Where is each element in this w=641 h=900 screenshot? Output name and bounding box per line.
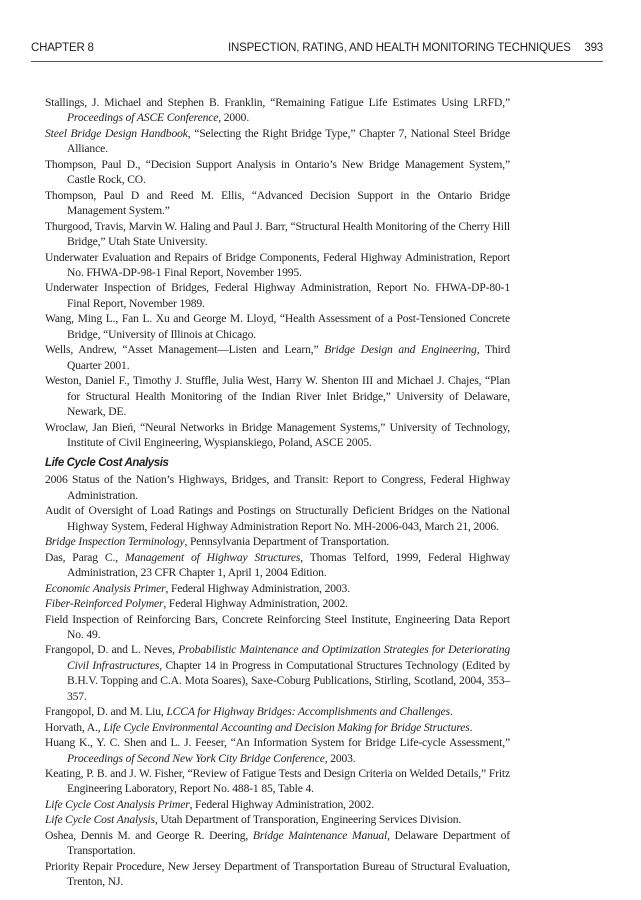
chapter-title: INSPECTION, RATING, AND HEALTH MONITORING TECHNIQUES [228,42,571,54]
reference-entry [45,420,510,451]
reference-title-italic: Life Cycle Cost Analysis Primer [45,797,190,811]
reference-title-italic: Bridge Design and Engineering, [324,343,480,357]
reference-title-italic: Steel Bridge Design Handbook [45,126,188,140]
reference-title-italic: Proceedings of Second New York City Bridge Conference [67,751,325,765]
reference-text: , 2000. [218,111,250,125]
reference-entry [45,859,510,890]
reference-text: Weston, Daniel F., Timothy J. Stuffle, Julia West, Harry W. Shenton III and Michael J. Chajes, “Plan for Structural Health Monitoring of the Indian River Inlet Bridge,” University of Delaware, Newark, DE. [45,374,510,419]
reference-text: , Utah Department of Transporation, Engineering Services Division. [154,813,462,827]
reference-text: , Chapter 14 in Progress in Computational Structures Technology (Edited by B.H.V. Topping and C.A. Mota Soares), Saxe-Coburg Publications, Stirling, Scotland, 2004, 353–357. [67,658,510,703]
reference-text: Third Quarter 2001. [67,343,510,372]
page-number: 393 [584,42,603,54]
reference-title-italic: Bridge Inspection Terminology [45,535,185,549]
reference-text: Underwater Inspection of Bridges, Federal Highway Administration, Report No. FHWA-DP-80-1 Final Report, November 1989. [45,281,510,310]
reference-entry [45,812,510,827]
running-header [31,40,603,60]
reference-entry [45,188,510,219]
reference-text: , Pennsylvania Department of Transportation. [184,535,390,549]
reference-title-italic: LCCA for Highway Bridges: Accomplishments and Challenges [166,705,450,719]
reference-text: , 2003. [324,751,356,765]
reference-text: Audit of Oversight of Load Ratings and Postings on Structurally Deficient Bridges on the National Highway System, Federal Highway Administration Report No. MH-2006-043, March 21, 2006. [45,504,510,533]
reference-entry [45,596,510,611]
reference-text: Wells, Andrew, “Asset Management—Listen and Learn,” [45,343,325,357]
reference-entry [45,373,510,419]
reference-text: 2006 Status of the Nation’s Highways, Bridges, and Transit: Report to Congress, Federal Highway Administration. [45,473,510,502]
reference-text: Keating, P. B. and J. W. Fisher, “Review of Fatigue Tests and Design Criteria on Welded Details,” Fritz Engineering Laboratory, Report No. 488-1 85, Table 4. [45,767,510,796]
reference-text: Frangopol, D. and L. Neves, [45,643,179,657]
reference-entry [45,766,510,797]
reference-entry [45,735,510,766]
reference-list [45,95,510,450]
reference-title-italic: Fiber-Reinforced Polymer [45,597,164,611]
reference-entry [45,342,510,373]
reference-text: . [469,720,473,734]
reference-entry [45,503,510,534]
reference-title-italic: Bridge Maintenance Manual [252,828,388,842]
reference-title-italic: Life Cycle Cost Analysis [45,813,155,827]
reference-text: Priority Repair Procedure, New Jersey Department of Transportation Bureau of Structural Evaluation, Trenton, NJ. [45,859,510,889]
reference-text: . [449,705,453,719]
reference-text: Thompson, Paul D., “Decision Support Analysis in Ontario’s New Bridge Management System,” Castle Rock, CO. [45,157,510,187]
reference-text: , Federal Highway Administration, 2002. [189,797,375,811]
reference-text: Thurgood, Travis, Marvin W. Haling and Paul J. Barr, “Structural Health Monitoring of the Cherry Hill Bridge,” Utah State University. [45,219,510,249]
reference-text: , “Selecting the Right Bridge Type,” Chapter 7, National Steel Bridge Alliance. [67,126,510,156]
reference-entry [45,280,510,311]
reference-text: Field Inspection of Reinforcing Bars, Concrete Reinforcing Steel Institute, Engineering Data Report No. 49. [45,612,510,641]
reference-list-lcca [45,472,510,889]
reference-text: Stallings, J. Michael and Stephen B. Franklin, “Remaining Fatigue Life Estimates Using LRFD,” [45,96,510,109]
reference-entry [45,157,510,188]
chapter-label: CHAPTER 8 [31,42,94,54]
reference-text: , Federal Highway Administration, 2002. [163,597,348,611]
reference-entry [45,828,510,859]
reference-text: Horvath, A., [45,720,104,734]
reference-text: Underwater Evaluation and Repairs of Bridge Components, Federal Highway Administration, Report No. FHWA-DP-98-1 Final Report, November 1995. [45,250,510,279]
reference-text: , Thomas Telford, 1999, Federal Highway Administration, 23 CFR Chapter 1, April 1, 2004 Edition. [67,550,510,580]
references-body [45,95,510,890]
header-rule [31,61,603,62]
reference-text: Huang K., Y. C. Shen and L. J. Feeser, “An Information System for Bridge Life-cycle Assessment,” [45,736,510,750]
reference-entry [45,642,510,704]
reference-entry [45,311,510,342]
reference-entry [45,472,510,503]
reference-entry [45,534,510,549]
reference-entry [45,720,510,735]
reference-entry [45,704,510,719]
reference-entry [45,612,510,643]
section-heading: Life Cycle Cost Analysis [45,457,169,470]
reference-title-italic: Life Cycle Environmental Accounting and Decision Making for Bridge Structures [103,720,470,734]
reference-text: Wang, Ming L., Fan L. Xu and George M. Lloyd, “Health Assessment of a Post-Tensioned Concrete Bridge, “University of Illinois at Chicago. [45,312,510,341]
reference-text: Thompson, Paul D and Reed M. Ellis, “Advanced Decision Support in the Ontario Bridge Management System.” [45,188,510,218]
reference-entry [45,550,510,581]
reference-text: Oshea, Dennis M. and George R. Deering, [45,828,253,842]
reference-entry [45,250,510,281]
reference-text: , Delaware Department of Transportation. [67,828,510,858]
reference-title-italic: Proceedings of ASCE Conference [67,111,219,125]
reference-entry [45,581,510,596]
reference-text: Frangopol, D. and M. Liu, [45,705,167,719]
reference-title-italic: Economic Analysis Primer [45,581,166,595]
reference-text: Das, Parag C., [45,550,125,564]
reference-entry [45,797,510,812]
reference-entry [45,126,510,157]
reference-text: Wroclaw, Jan Bień, “Neural Networks in Bridge Management Systems,” University of Technology, Institute of Civil Engineering, Wyspianskiego, Poland, ASCE 2005. [45,420,510,449]
reference-title-italic: Probabilistic Maintenance and Optimization Strategies for Deteriorating Civil Infrastructures [67,643,510,672]
reference-entry [45,95,510,126]
reference-title-italic: Management of Highway Structures [124,550,301,564]
reference-entry [45,219,510,250]
reference-text: , Federal Highway Administration, 2003. [165,581,350,595]
